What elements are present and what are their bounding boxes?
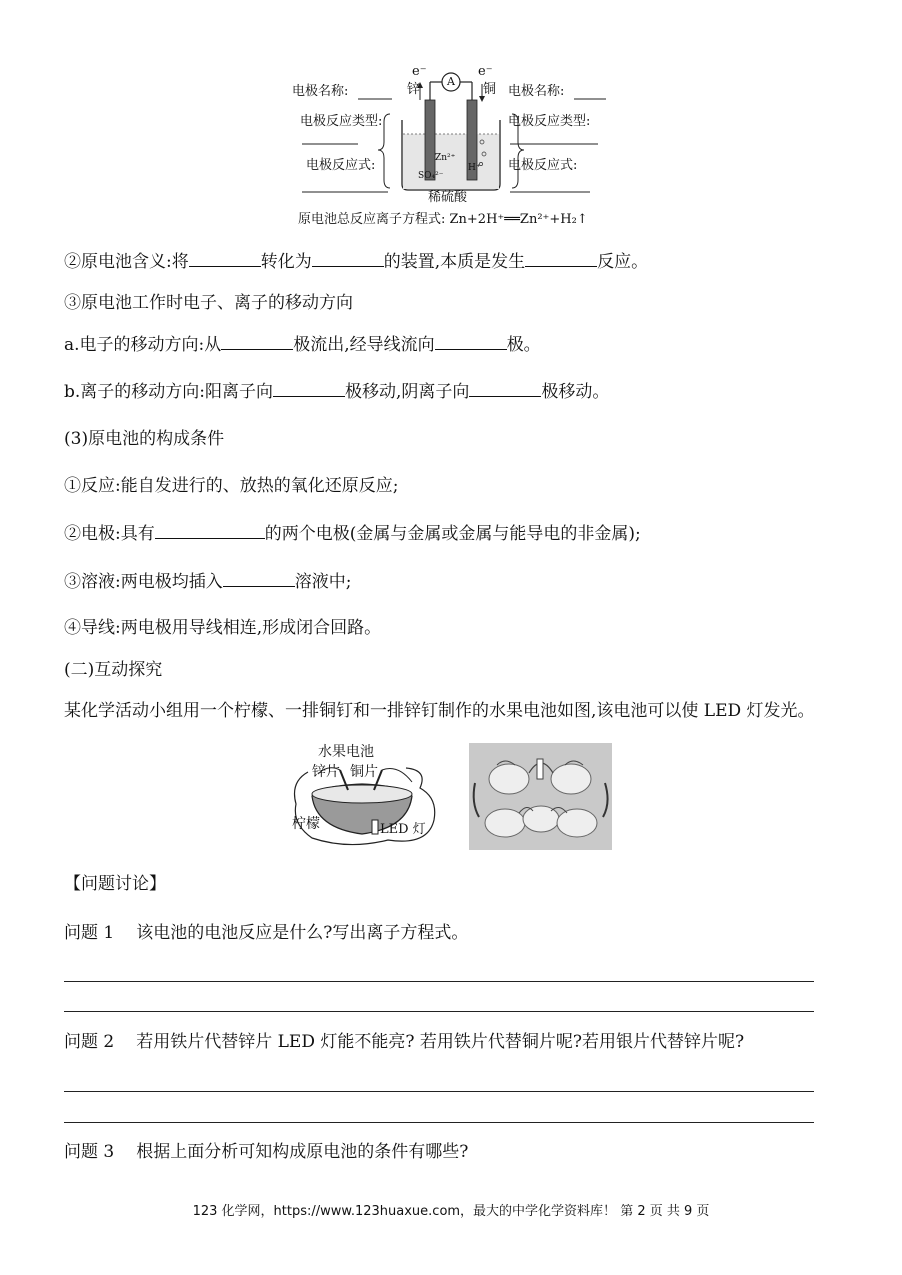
- question-1-text: 该电池的电池反应是什么?写出离子方程式。: [136, 923, 469, 943]
- cell-diagram: [280, 62, 630, 237]
- line-ion-direction: b.离子的移动方向:阳离子向 极移动,阴离子向 极移动。: [64, 382, 610, 402]
- led-label: LED 灯: [380, 822, 426, 837]
- question-1: [64, 922, 468, 944]
- lemon-label: 柠檬: [292, 816, 320, 832]
- right-reaction-type: 电极反应类型:: [508, 114, 591, 129]
- blank-9[interactable]: [223, 570, 295, 587]
- blank-1[interactable]: [189, 250, 261, 267]
- page-footer: 123 化学网，https://www.123huaxue.com，最大的中学化学资料库！ 第 2 页 共 9 页: [192, 1204, 710, 1219]
- question-2: [64, 1031, 744, 1053]
- zinc-sheet-label: 锌片: [312, 764, 340, 780]
- question-3: [64, 1141, 468, 1163]
- fruit-battery-title: 水果电池: [318, 744, 374, 760]
- left-reaction-type: 电极反应类型:: [300, 114, 383, 129]
- line-condition-solution: ③溶液:两电极均插入 溶液中;: [64, 572, 352, 592]
- copper-label: 铜: [483, 82, 497, 97]
- question-3-text: 根据上面分析可知构成原电池的条件有哪些?: [136, 1142, 469, 1162]
- question-1-number: 问题 1: [64, 923, 115, 943]
- answer-line-2b[interactable]: [64, 1122, 814, 1123]
- lemon-array-photo-icon: [469, 743, 612, 850]
- blank-6[interactable]: [273, 380, 345, 397]
- right-electrode-name: 电极名称:: [508, 84, 565, 99]
- electron-right-label: e⁻: [478, 64, 493, 79]
- blank-3[interactable]: [525, 250, 597, 267]
- blank-7[interactable]: [469, 380, 541, 397]
- answer-line-2a[interactable]: [64, 1091, 814, 1092]
- line-fruit-battery-intro: 某化学活动小组用一个柠檬、一排铜钉和一排锌钉制作的水果电池如图,该电池可以使 LED 灯发光。: [64, 701, 815, 721]
- line-condition-reaction: ①反应:能自发进行的、放热的氧化还原反应;: [64, 476, 399, 496]
- question-2-number: 问题 2: [64, 1032, 115, 1052]
- discussion-heading: 【问题讨论】: [64, 874, 166, 894]
- blank-4[interactable]: [221, 333, 293, 350]
- answer-line-1a[interactable]: [64, 981, 814, 982]
- ammeter-label: A: [447, 75, 455, 88]
- copper-sheet-label: 铜片: [350, 764, 378, 780]
- lemon-battery-photo: [469, 743, 612, 850]
- fruit-battery-sketch: [288, 742, 438, 850]
- left-electrode-name: 电极名称:: [292, 84, 349, 99]
- line-conditions-heading: (3)原电池的构成条件: [64, 429, 225, 449]
- acid-label: 稀硫酸: [428, 190, 468, 205]
- so4-label: SO₄²⁻: [418, 171, 444, 181]
- line-electron-direction: a.电子的移动方向:从 极流出,经导线流向 极。: [64, 335, 541, 355]
- line-movement-heading: ③原电池工作时电子、离子的移动方向: [64, 293, 353, 313]
- total-equation: 原电池总反应离子方程式: Zn+2H⁺══Zn²⁺+H₂↑: [298, 212, 588, 227]
- left-reaction-eq: 电极反应式:: [306, 158, 376, 173]
- blank-2[interactable]: [312, 250, 384, 267]
- right-reaction-eq: 电极反应式:: [508, 158, 578, 173]
- blank-8[interactable]: [155, 522, 265, 539]
- line-definition: ②原电池含义:将 转化为 的装置,本质是发生 反应。: [64, 252, 649, 272]
- blank-5[interactable]: [435, 333, 507, 350]
- question-3-number: 问题 3: [64, 1142, 115, 1162]
- h-ion-label: H⁺: [468, 163, 481, 173]
- zinc-label: 锌: [407, 82, 421, 97]
- question-2-text: 若用铁片代替锌片 LED 灯能不能亮? 若用铁片代替铜片呢?若用银片代替锌片呢?: [136, 1032, 745, 1052]
- zn-ion-label: Zn²⁺: [435, 153, 456, 163]
- electron-left-label: e⁻: [412, 64, 427, 79]
- line-condition-electrode: ②电极:具有 的两个电极(金属与金属或金属与能导电的非金属);: [64, 524, 641, 544]
- line-interactive-heading: (二)互动探究: [64, 660, 163, 680]
- line-condition-wire: ④导线:两电极用导线相连,形成闭合回路。: [64, 618, 382, 638]
- answer-line-1b[interactable]: [64, 1011, 814, 1012]
